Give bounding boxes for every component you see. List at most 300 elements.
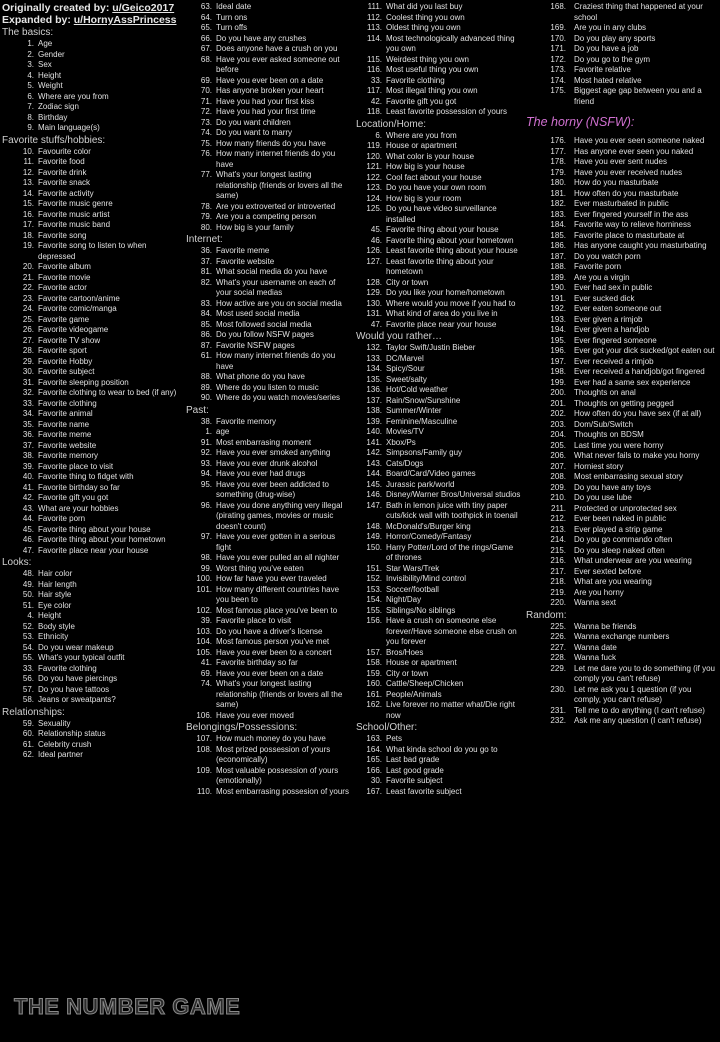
list-item: [526, 220, 720, 231]
list-item: [2, 378, 182, 389]
item-number: 107.: [196, 734, 212, 743]
item-number: 83.: [200, 298, 212, 308]
item-number: 99.: [200, 563, 212, 573]
item-text: Hot/Cold weather: [386, 385, 448, 394]
list-item: [2, 388, 182, 399]
list-item: [526, 462, 720, 473]
list-item: [526, 262, 720, 273]
item-number: 125.: [366, 204, 382, 213]
item-text: Do you have your own room: [386, 183, 487, 192]
list-item: [526, 136, 720, 147]
item-number: 227.: [550, 642, 566, 652]
item-text: Favorite song to listen to when depressed: [38, 241, 147, 261]
list-item: [356, 585, 524, 596]
item-text: Height: [38, 70, 62, 80]
item-text: What did you last buy: [386, 2, 463, 11]
item-number: 22.: [22, 283, 34, 292]
item-text: Favorite porn: [574, 262, 622, 271]
item-number: 157.: [366, 647, 382, 657]
item-number: 218.: [550, 577, 566, 586]
item-text: Weirdest thing you own: [386, 54, 470, 64]
item-text: Craziest thing that happened at your school: [574, 2, 703, 22]
item-number: 24.: [22, 304, 34, 313]
item-number: 120.: [366, 151, 382, 161]
item-text: Favorite videogame: [38, 325, 109, 334]
item-text: Wanna exchange numbers: [574, 632, 670, 641]
list-item: [356, 776, 524, 787]
list-item: [186, 711, 354, 722]
list-item: [2, 451, 182, 462]
list-item: [526, 716, 720, 727]
list-item: [2, 750, 182, 761]
item-text: Most prized possession of yours (economically): [216, 744, 331, 764]
item-number: 182.: [550, 199, 566, 208]
item-number: 116.: [367, 65, 382, 74]
item-number: 30.: [22, 367, 34, 376]
list-item: [186, 606, 354, 617]
item-text: Gender: [38, 49, 65, 59]
list-item: [186, 585, 354, 606]
item-text: House or apartment: [386, 658, 457, 667]
list-item: [2, 632, 182, 643]
item-text: Wanna fuck: [574, 653, 616, 662]
item-text: How much money do you have: [216, 734, 326, 743]
list-item: [186, 118, 354, 129]
list-item: [526, 622, 720, 633]
item-number: 17.: [22, 220, 34, 229]
list-item: [2, 231, 182, 242]
list-item: [526, 483, 720, 494]
item-text: How many internet friends do you have: [216, 149, 336, 169]
item-text: Favorite thing about your hometown: [38, 535, 166, 544]
list-item: [186, 532, 354, 553]
item-text: What kinda school do you go to: [386, 744, 498, 754]
item-text: Do you have a driver's license: [216, 626, 323, 636]
list-item: [186, 564, 354, 575]
item-number: 185.: [550, 230, 566, 240]
item-text: Favorite gift you got: [38, 493, 109, 502]
item-number: 232.: [550, 716, 566, 725]
item-number: 41.: [200, 658, 212, 667]
list-item: [526, 199, 720, 210]
list-item: [526, 493, 720, 504]
item-text: What's your username on each of your social medias: [216, 277, 336, 297]
item-number: 51.: [22, 600, 34, 610]
item-number: 95.: [200, 479, 212, 489]
list-item: [356, 690, 524, 701]
list-item: [186, 372, 354, 383]
list-item: [2, 113, 182, 124]
list-item: [356, 76, 524, 87]
item-number: 31.: [22, 377, 34, 387]
list-item: [356, 787, 524, 798]
item-number: 1.: [205, 427, 212, 436]
item-number: 173.: [550, 65, 566, 74]
list-item: [2, 580, 182, 591]
item-number: 55.: [22, 653, 34, 662]
list-item: [2, 729, 182, 740]
item-number: 141.: [366, 437, 382, 447]
list-item: [356, 648, 524, 659]
list-item: [2, 367, 182, 378]
item-number: 133.: [366, 353, 382, 363]
item-text: Hair length: [38, 579, 77, 589]
item-text: Ever fingered someone: [574, 335, 657, 345]
item-number: 4.: [27, 70, 34, 80]
item-number: 3.: [27, 60, 34, 69]
item-text: Favorite way to relieve horniness: [574, 220, 691, 229]
item-text: Ever sexted before: [574, 566, 642, 576]
item-text: Favorite birthday so far: [216, 658, 298, 667]
list-item: [526, 86, 720, 107]
item-number: 159.: [366, 668, 382, 678]
item-number: 60.: [22, 729, 34, 738]
item-text: Have you ever been to a concert: [216, 647, 332, 657]
item-text: Feminine/Masculine: [386, 416, 458, 426]
list-item: [2, 123, 182, 134]
item-text: Have you ever smoked anything: [216, 448, 331, 457]
list-item: [526, 567, 720, 578]
item-text: Rain/Snow/Sunshine: [386, 395, 461, 405]
item-text: Do you go commando often: [574, 535, 673, 544]
list-item: [186, 427, 354, 438]
item-number: 91.: [200, 437, 212, 447]
list-item: [186, 574, 354, 585]
item-text: Let me ask you 1 question (if you comply, you can't refuse): [574, 684, 692, 704]
item-number: 6.: [375, 130, 382, 140]
list-item: [186, 212, 354, 223]
list-item: [186, 393, 354, 404]
item-number: 42.: [370, 96, 382, 106]
item-text: Favorite memory: [38, 451, 99, 460]
item-text: Do you want to marry: [216, 128, 293, 137]
section-heading: Would you rather…: [356, 331, 442, 342]
item-number: 164.: [366, 744, 382, 754]
list-item: [526, 189, 720, 200]
item-text: Have you had your first time: [216, 107, 316, 116]
list-item: [356, 288, 524, 299]
item-number: 32.: [22, 388, 34, 397]
item-number: 74.: [200, 128, 212, 137]
item-text: How many different countries have you been to: [216, 584, 340, 604]
item-text: Ever received a handjob/got fingered: [574, 367, 705, 376]
item-text: How do you masturbate: [574, 178, 659, 187]
list-item: [2, 399, 182, 410]
list-item: [356, 23, 524, 34]
item-text: Horror/Comedy/Fantasy: [386, 532, 472, 541]
item-number: 103.: [196, 626, 212, 636]
item-text: Jeans or sweatpants?: [38, 695, 116, 704]
item-text: Favorite subject: [386, 776, 443, 785]
item-number: 135.: [366, 374, 382, 384]
item-number: 158.: [366, 658, 382, 667]
item-text: Have you ever been on a date: [216, 75, 324, 85]
item-text: Ever given a rimjob: [574, 314, 643, 324]
item-text: What phone do you have: [216, 372, 305, 381]
item-text: Favorite memory: [216, 416, 277, 426]
item-number: 229.: [550, 663, 566, 673]
list-item: [356, 86, 524, 97]
list-item: [356, 543, 524, 564]
list-item: [2, 601, 182, 612]
item-number: 215.: [550, 545, 566, 555]
item-text: Birthday: [38, 112, 68, 122]
item-text: Do you have video surveillance installed: [386, 204, 497, 224]
item-number: 26.: [22, 325, 34, 334]
list-item: [526, 598, 720, 609]
item-number: 11.: [23, 157, 34, 166]
item-number: 201.: [550, 398, 566, 408]
item-text: Where do you listen to music: [216, 382, 319, 392]
item-text: People/Animals: [386, 689, 442, 699]
item-number: 217.: [550, 566, 566, 576]
list-item: [356, 299, 524, 310]
item-text: Summer/Winter: [386, 406, 442, 415]
list-item: [2, 157, 182, 168]
item-text: Least favorite possession of yours: [386, 107, 507, 116]
list-item: [356, 755, 524, 766]
item-number: 70.: [200, 86, 212, 95]
list-item: [186, 766, 354, 787]
column-3: [356, 2, 524, 797]
list-item: [186, 734, 354, 745]
list-item: [186, 383, 354, 394]
list-item: [2, 102, 182, 113]
item-text: Weight: [38, 81, 63, 90]
list-item: [2, 325, 182, 336]
item-text: Taylor Swift/Justin Bieber: [386, 343, 476, 352]
list-item: [526, 147, 720, 158]
list-item: [526, 577, 720, 588]
item-number: 129.: [366, 288, 382, 297]
list-item: [356, 406, 524, 417]
item-text: Movies/TV: [386, 427, 424, 436]
item-number: 10.: [22, 146, 34, 156]
item-text: Favorite place to visit: [216, 616, 292, 625]
item-text: Favorite Hobby: [38, 356, 93, 366]
list-item: [186, 553, 354, 564]
list-item: [186, 438, 354, 449]
list-item: [2, 241, 182, 262]
item-text: Coolest thing you own: [386, 12, 465, 22]
item-text: Star Wars/Trek: [386, 563, 440, 573]
section-heading: The horny (NSFW):: [526, 115, 635, 129]
item-number: 178.: [550, 157, 566, 166]
item-text: Thoughts on getting pegged: [574, 398, 674, 408]
item-number: 45.: [22, 524, 34, 534]
list-item: [526, 451, 720, 462]
item-text: Do you have any toys: [574, 482, 651, 492]
item-number: 169.: [550, 23, 566, 32]
item-number: 65.: [200, 23, 212, 32]
list-item: [526, 210, 720, 221]
list-item: [356, 204, 524, 225]
item-text: Cool fact about your house: [386, 172, 482, 182]
item-number: 192.: [550, 304, 566, 313]
item-number: 12.: [22, 167, 34, 177]
list-item: [2, 262, 182, 273]
item-number: 204.: [550, 430, 566, 439]
list-item: [526, 55, 720, 66]
item-text: Favorite place to masturbate at: [574, 230, 685, 240]
list-item: [186, 107, 354, 118]
item-number: 171.: [550, 44, 566, 53]
item-number: 122.: [366, 172, 382, 182]
item-number: 34.: [22, 409, 34, 418]
item-text: Favorite clothing: [386, 75, 445, 85]
item-text: Do you follow NSFW pages: [216, 330, 314, 339]
item-text: Are you in any clubs: [574, 23, 647, 32]
item-text: Most illegal thing you own: [386, 86, 478, 95]
item-number: 106.: [196, 710, 212, 720]
list-item: [526, 304, 720, 315]
item-number: 114.: [367, 33, 382, 43]
list-item: [186, 648, 354, 659]
item-text: Favorite thing about your hometown: [386, 235, 514, 245]
item-number: 123.: [366, 183, 382, 192]
item-number: 68.: [200, 54, 212, 64]
item-number: 199.: [550, 377, 566, 387]
item-number: 121.: [366, 162, 382, 171]
item-text: Are you a competing person: [216, 212, 317, 221]
item-text: Where are you from: [386, 130, 457, 140]
item-number: 56.: [22, 674, 34, 683]
list-item: [186, 34, 354, 45]
item-number: 167.: [366, 786, 382, 796]
list-item: [356, 490, 524, 501]
item-text: Night/Day: [386, 595, 422, 604]
item-text: Favorite comic/manga: [38, 304, 117, 313]
item-number: 64.: [200, 12, 212, 22]
item-number: 13.: [22, 178, 34, 187]
item-number: 33.: [370, 75, 382, 85]
item-text: Wanna sext: [574, 598, 616, 607]
list-item: [526, 44, 720, 55]
list-item: [2, 304, 182, 315]
list-item: [2, 504, 182, 515]
list-item: [356, 141, 524, 152]
username-link[interactable]: u/HornyAssPrincess: [73, 14, 177, 26]
item-number: 57.: [22, 684, 34, 694]
item-text: Are you extroverted or introverted: [216, 201, 336, 211]
item-text: Have you ever been on a date: [216, 668, 324, 678]
username-link[interactable]: u/Geico2017: [112, 2, 175, 14]
list-item: [186, 76, 354, 87]
list-item: [2, 740, 182, 751]
list-item: [526, 336, 720, 347]
list-item: [526, 23, 720, 34]
item-number: 130.: [366, 298, 382, 308]
item-number: 90.: [200, 393, 212, 402]
item-number: 15.: [22, 199, 34, 208]
item-number: 142.: [366, 448, 382, 457]
item-text: Favorite music band: [38, 220, 111, 229]
item-number: 37.: [22, 440, 34, 450]
list-item: [356, 532, 524, 543]
item-number: 36.: [200, 246, 212, 255]
list-item: [2, 719, 182, 730]
item-text: How often do you have sex (if at all): [574, 409, 702, 418]
item-text: Favorite porn: [38, 514, 86, 523]
item-text: Tell me to do anything (I can't refuse): [574, 705, 705, 715]
list-item: [2, 189, 182, 200]
item-text: Favorite game: [38, 314, 90, 324]
item-number: 30.: [370, 776, 382, 785]
list-item: [2, 39, 182, 50]
list-item: [186, 139, 354, 150]
item-text: Wanna be friends: [574, 621, 637, 631]
item-text: Favorite actor: [38, 283, 87, 292]
item-number: 216.: [550, 556, 566, 565]
list-item: [2, 60, 182, 71]
item-text: What color is your house: [386, 151, 475, 161]
item-number: 44.: [22, 514, 34, 523]
item-number: 219.: [550, 587, 566, 597]
item-number: 7.: [27, 102, 34, 111]
item-number: 33.: [22, 398, 34, 408]
item-text: Worst thing you've eaten: [216, 563, 304, 573]
item-text: Have you ever gotten in a serious fight: [216, 532, 336, 552]
item-number: 98.: [200, 553, 212, 562]
item-number: 110.: [197, 786, 212, 796]
list-item: [2, 483, 182, 494]
list-item: [356, 364, 524, 375]
item-number: 77.: [200, 170, 212, 179]
item-text: Has anyone ever seen you naked: [574, 146, 694, 156]
list-item: [526, 76, 720, 87]
item-text: Least favorite subject: [386, 786, 462, 796]
list-item: [186, 679, 354, 711]
list-item: [356, 320, 524, 331]
item-number: 37.: [200, 256, 212, 266]
list-item: [2, 336, 182, 347]
list-item: [526, 388, 720, 399]
item-number: 45.: [370, 225, 382, 234]
item-number: 162.: [366, 700, 382, 709]
list-item: [356, 480, 524, 491]
item-number: 168.: [550, 2, 566, 11]
item-text: Do you sleep naked often: [574, 545, 665, 555]
item-number: 94.: [200, 469, 212, 478]
list-item: [2, 357, 182, 368]
item-text: What's your longest lasting relationship (friends or lovers all the same): [216, 679, 343, 709]
list-item: [356, 427, 524, 438]
list-item: [526, 504, 720, 515]
item-text: What underwear are you wearing: [574, 556, 692, 565]
list-item: [186, 309, 354, 320]
item-number: 179.: [550, 167, 566, 177]
item-text: Soccer/football: [386, 584, 439, 594]
item-text: Xbox/Ps: [386, 437, 416, 447]
list-item: [356, 309, 524, 320]
item-text: Favorite movie: [38, 272, 91, 282]
item-text: How often do you masturbate: [574, 188, 679, 198]
item-text: Where do you watch movies/series: [216, 393, 341, 402]
list-item: [526, 378, 720, 389]
item-text: Turn offs: [216, 23, 248, 32]
item-text: How far have you ever traveled: [216, 574, 327, 583]
item-text: Last good grade: [386, 765, 444, 775]
item-number: 113.: [367, 23, 382, 32]
list-item: [2, 420, 182, 431]
list-item: [356, 236, 524, 247]
item-number: 81.: [200, 267, 212, 276]
item-text: Oldest thing you own: [386, 23, 461, 32]
item-text: Have you ever been addicted to something (drug-wise): [216, 479, 329, 499]
item-number: 74.: [200, 679, 212, 688]
item-text: Favorite website: [38, 440, 97, 450]
item-text: Turn ons: [216, 12, 248, 22]
